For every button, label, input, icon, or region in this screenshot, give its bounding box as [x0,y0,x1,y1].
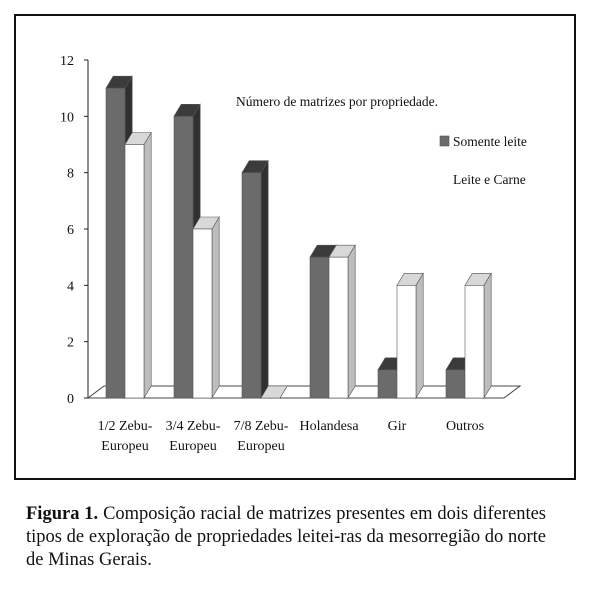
bar-side-face [261,161,268,398]
bar [193,217,219,398]
bar-front-face [174,116,193,398]
bar-side-face [484,273,491,398]
legend-swatch [440,136,449,146]
figure-caption [26,503,546,572]
x-tick-label: Outros [445,419,485,434]
x-tick-label: Gir [387,419,407,434]
bar-front-face [242,173,261,398]
x-tick-label: 1/2 Zebu- [97,419,153,434]
y-tick-label: 6 [67,223,74,238]
legend-label: Leite e Carne [453,172,526,187]
x-tick-label: Europeu [101,439,149,454]
bar-front-face [397,285,416,398]
y-tick-label: 4 [67,279,74,295]
bar [465,273,491,398]
legend-label: Somente leite [453,134,527,149]
x-tick-label: Europeu [169,439,217,454]
x-tick-label: Holandesa [299,419,359,434]
bar-front-face [378,370,397,398]
bar-front-face [310,257,329,398]
bars-layer [106,76,491,398]
bar-side-face [416,273,423,398]
bar-front-face [465,285,484,398]
y-tick-label: 2 [67,335,74,351]
caption-text: Composição racial de matrizes presentes em dois diferentes tipos de exploração de propriedades leitei-ras da mesorregião do norte de Minas Gerais. [26,504,546,570]
y-tick-label: 12 [60,54,74,69]
chart-title: Número de matrizes por propriedade. [236,94,439,109]
x-tick-label: 7/8 Zebu- [233,419,289,434]
bar-side-face [144,133,151,399]
y-tick-label: 10 [60,110,74,126]
x-tick-label: 3/4 Zebu- [165,419,221,434]
legend-swatch [440,174,449,184]
bar-side-face [348,245,355,398]
bar [397,273,423,398]
y-tick-label: 0 [67,392,74,407]
caption-label: Figura 1. [26,504,99,524]
bar [125,133,151,399]
bar [329,245,355,398]
bar-side-face [212,217,219,398]
bar-front-face [329,257,348,398]
y-tick-label: 8 [67,166,74,182]
bar [242,161,268,398]
bar-front-face [446,370,465,398]
x-tick-label: Europeu [237,439,285,454]
bar-front-face [125,145,144,399]
bar-front-face [193,229,212,398]
bar-front-face [106,88,125,398]
